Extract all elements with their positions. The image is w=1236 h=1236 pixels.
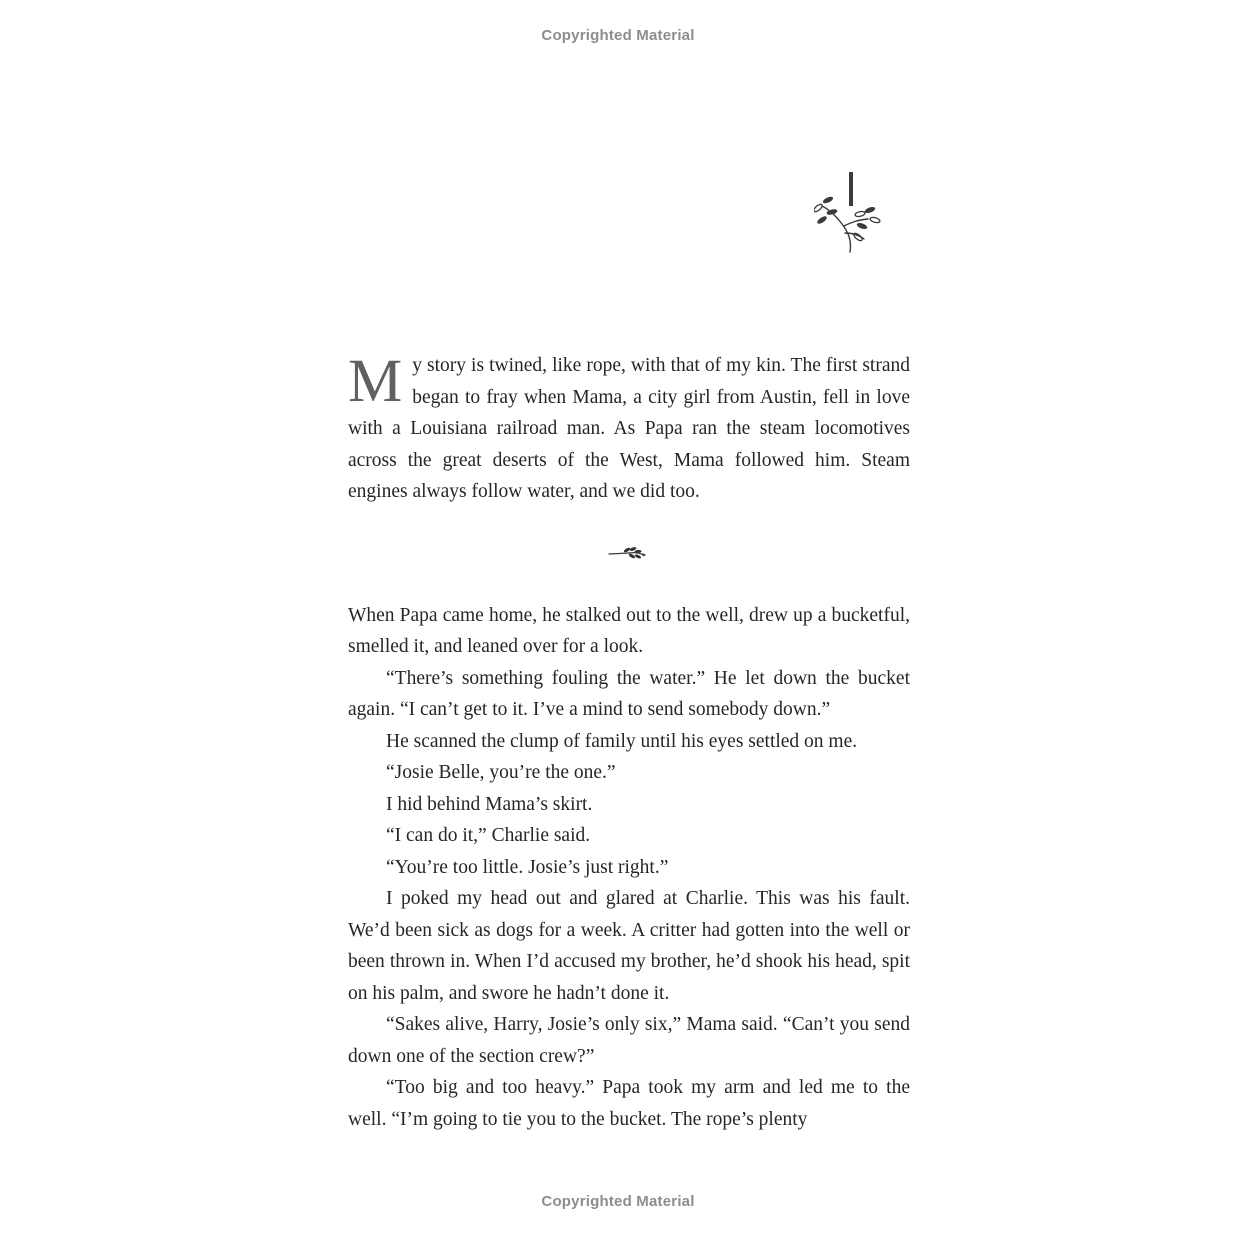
paragraph: He scanned the clump of family until his eyes settled on me. <box>386 730 858 752</box>
opening-paragraph-text: y story is twined, like rope, with that of my kin. The first strand began to fray when Mama, a city girl from Austin, fell in love with a Louisiana railroad man. As Papa ran the steam locomotives across the great deserts of the West, Mama followed him. Steam engines always follow water, and we did too. <box>348 355 910 502</box>
paragraph: When Papa came home, he stalked out to the well, drew up a bucketful, smelled it, and leaned over for a look. <box>348 604 910 657</box>
chapter-heading-ornament <box>812 168 888 254</box>
section-divider <box>348 545 910 561</box>
opening-paragraph <box>348 350 910 508</box>
page-text <box>348 350 910 1135</box>
branch-ornament-icon <box>814 192 884 254</box>
paragraph: I hid behind Mama’s skirt. <box>386 793 593 815</box>
paragraph: “I can do it,” Charlie said. <box>386 825 591 846</box>
copyright-notice-bottom: Copyrighted Material <box>541 1193 695 1210</box>
paragraph: “There’s something fouling the water.” He let down the bucket again. “I can’t get to it. I’ve a mind to send somebody down.” <box>348 667 910 720</box>
paragraph: I poked my head out and glared at Charlie. This was his fault. We’d been sick as dogs for a week. A critter had gotten into the well or been thrown in. When I’d accused my brother, he’d shook his head, spit on his palm, and swore he hadn’t done it. <box>348 888 910 1004</box>
paragraph: “Sakes alive, Harry, Josie’s only six,” Mama said. “Can’t you send down one of the section crew?” <box>348 1014 910 1067</box>
copyright-notice-top: Copyrighted Material <box>541 27 695 44</box>
paragraph: “Too big and too heavy.” Papa took my arm and led me to the well. “I’m going to tie you to the bucket. The rope’s plenty <box>348 1077 910 1130</box>
paragraph: “Josie Belle, you’re the one.” <box>386 762 616 783</box>
paragraph: “You’re too little. Josie’s just right.” <box>386 856 669 878</box>
dropcap-letter: M <box>348 348 403 415</box>
leaf-sprig-icon <box>607 545 651 561</box>
